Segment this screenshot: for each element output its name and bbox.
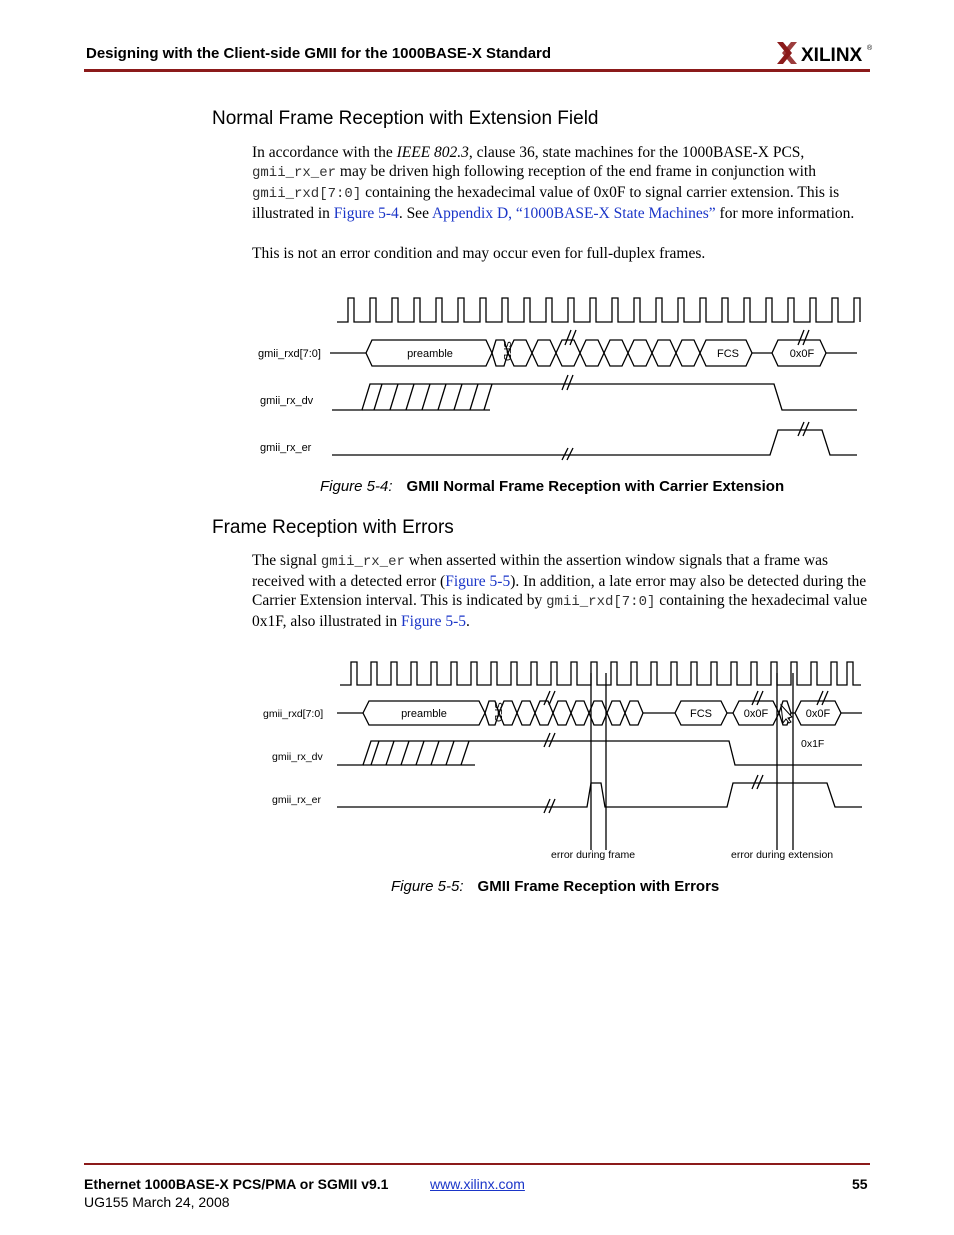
fig4-label-rx-er: gmii_rx_er xyxy=(260,442,312,454)
fig4-label-rxd: gmii_rxd[7:0] xyxy=(258,348,321,360)
logo-reg: ® xyxy=(867,45,873,52)
footer-rule xyxy=(84,1163,870,1165)
fig5-clock-waveform xyxy=(340,662,861,685)
link-figure-5-5-a[interactable]: Figure 5-5 xyxy=(445,573,511,590)
figure-5-4-caption: Figure 5-4: GMII Normal Frame Reception with Carrier Extension xyxy=(320,478,785,495)
section1-note: This is not an error condition and may occur even for full-duplex frames. xyxy=(252,245,706,262)
footer-url-link[interactable]: www.xilinx.com xyxy=(430,1176,525,1192)
fig4-ext-label: 0x0F xyxy=(789,348,815,360)
fig4-label-rx-dv: gmii_rx_dv xyxy=(260,395,314,407)
fig4-fcs-label: FCS xyxy=(717,348,739,360)
link-figure-5-4[interactable]: Figure 5-4 xyxy=(333,205,399,222)
footer-doc-id: UG155 March 24, 2008 xyxy=(84,1194,230,1210)
fig5-ext2-label: 0x0F xyxy=(805,708,831,720)
fig5-rx-dv-waveform xyxy=(337,741,862,765)
fig5-preamble-label: preamble xyxy=(401,708,447,720)
running-header: Designing with the Client-side GMII for the 1000BASE-X Standard xyxy=(86,45,552,62)
section-heading-errors: Frame Reception with Errors xyxy=(212,517,454,538)
page-number: 55 xyxy=(852,1176,868,1192)
fig4-rx-er-waveform xyxy=(332,430,857,455)
link-figure-5-5-b[interactable]: Figure 5-5 xyxy=(401,613,467,630)
fig5-label-rx-dv: gmii_rx_dv xyxy=(272,751,323,763)
fig5-fcs-label: FCS xyxy=(690,708,712,720)
section-heading-extension: Normal Frame Reception with Extension Field xyxy=(212,108,599,129)
fig5-label-rxd: gmii_rxd[7:0] xyxy=(263,708,324,720)
fig5-err-code-label: 0x1F xyxy=(801,738,825,750)
fig4-clock-waveform xyxy=(337,298,860,322)
figure-5-5-caption: Figure 5-5: GMII Frame Reception with Errors xyxy=(391,878,720,895)
fig5-annot-err-frame: error during frame xyxy=(551,849,636,861)
fig4-rx-dv-waveform xyxy=(332,384,857,410)
xilinx-logo xyxy=(775,38,875,68)
fig4-preamble-label: preamble xyxy=(407,348,453,360)
xilinx-logo-mark xyxy=(777,42,797,64)
logo-text: XILINX xyxy=(801,45,863,66)
figure-5-4-timing-diagram xyxy=(250,290,870,465)
footer-doc-title: Ethernet 1000BASE-X PCS/PMA or SGMII v9.1 xyxy=(84,1176,389,1192)
fig5-annot-err-ext: error during extension xyxy=(731,849,834,861)
section2-paragraph: The signal gmii_rx_er when asserted within the assertion window signals that a frame was received with a detected error (Figure 5-5). In addition, a late error may also be detected during the Carrier Extension interval. This is indicated by gmii_rxd[7:0] containing the hexadecimal value 0x1F, also illustrated in Figure 5-5. xyxy=(252,552,868,630)
link-appendix-d[interactable]: Appendix D, “1000BASE-X State Machines” xyxy=(431,205,716,222)
section1-paragraph: In accordance with the IEEE 802.3, clause 36, state machines for the 1000BASE-X PCS, gmii_rx_er may be driven high following reception of the end frame in conjunction with gmii_rxd[7:0] containing the hexadecimal value of 0x0F to signal carrier extension. This is illustrated in Figure 5-4. See Appendix D, “1000BASE-X State Machines” for more information. xyxy=(252,144,855,222)
fig5-rx-er-waveform xyxy=(337,783,862,807)
header-rule xyxy=(84,69,870,72)
fig5-sfd-label: SFD xyxy=(492,702,503,722)
fig5-ext1-label: 0x0F xyxy=(743,708,769,720)
fig4-sfd-label: SFD xyxy=(501,341,512,361)
figure-5-5-timing-diagram xyxy=(255,655,870,870)
fig5-label-rx-er: gmii_rx_er xyxy=(272,794,322,806)
